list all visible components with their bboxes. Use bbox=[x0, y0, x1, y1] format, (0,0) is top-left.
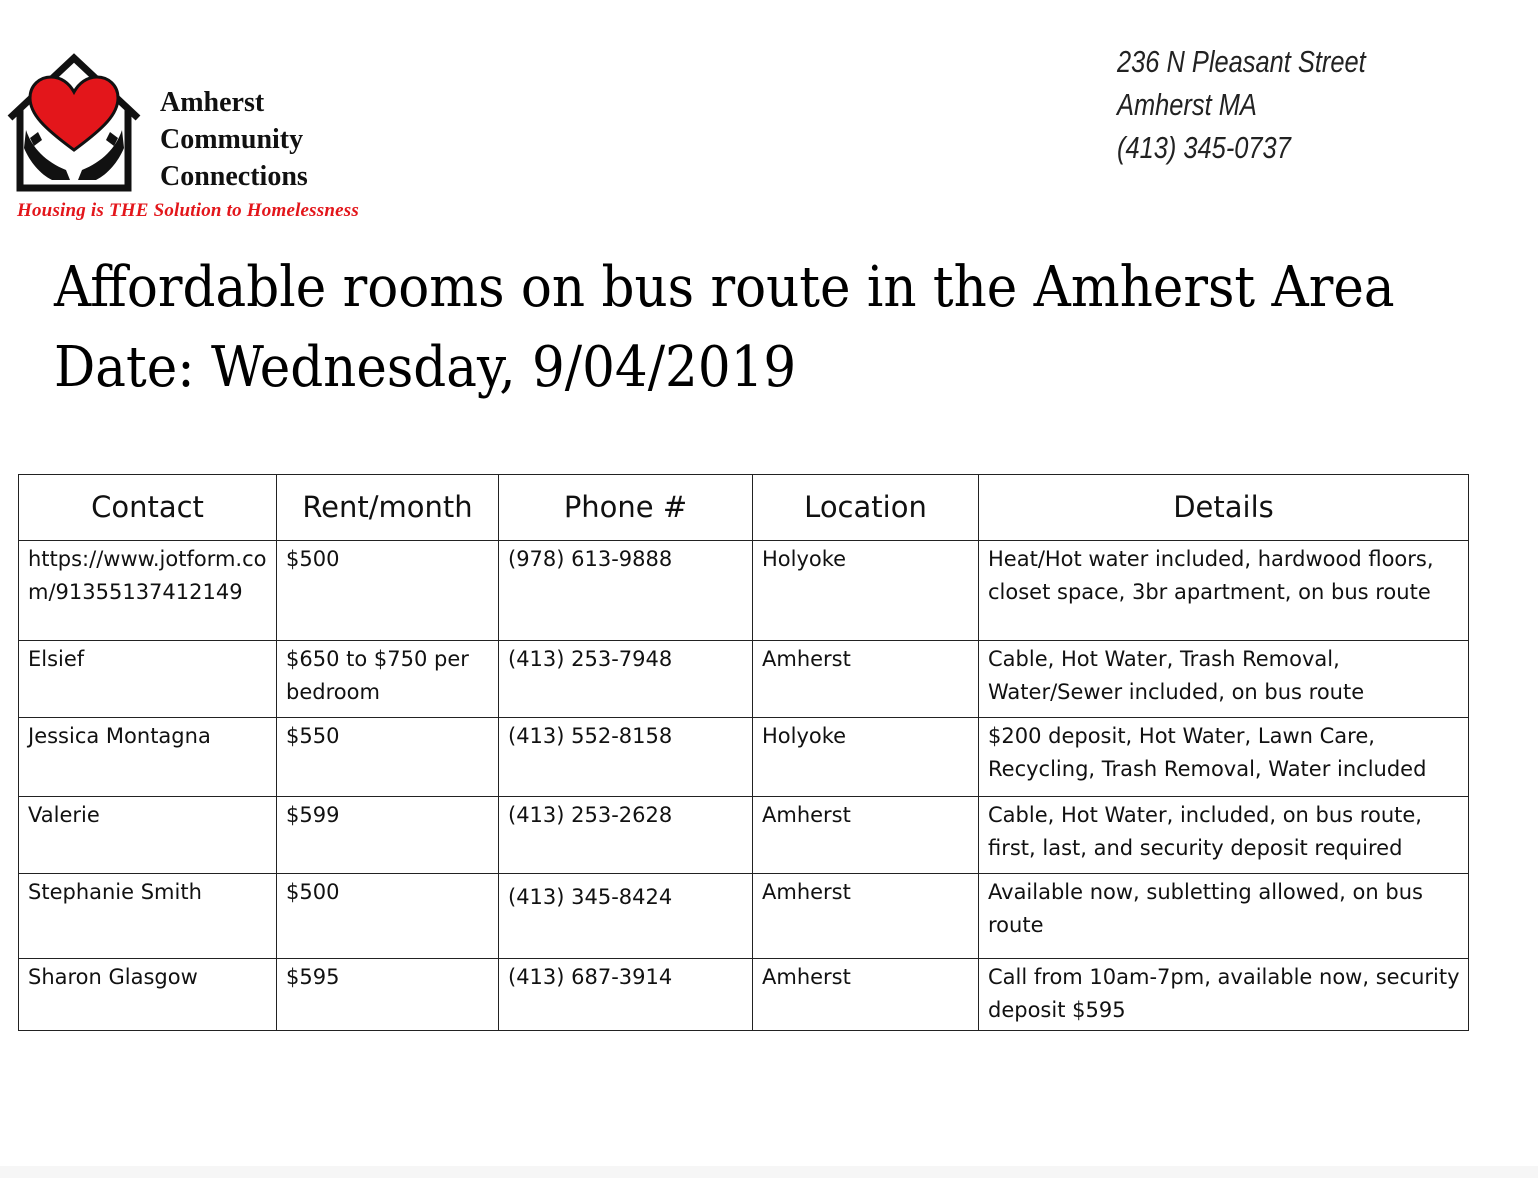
header-location: Location bbox=[753, 475, 979, 541]
location-cell: Amherst bbox=[753, 874, 979, 959]
phone-cell: (413) 552-8158 bbox=[499, 718, 753, 797]
location-cell: Amherst bbox=[753, 797, 979, 874]
phone-cell: (413) 253-7948 bbox=[499, 641, 753, 718]
house-heart-hands-icon bbox=[6, 52, 142, 192]
contact-cell: Sharon Glasgow bbox=[19, 959, 277, 1031]
address-city: Amherst MA bbox=[1117, 87, 1257, 122]
contact-cell[interactable]: https://www.jotform.com/91355137412149 bbox=[19, 541, 277, 641]
phone-cell: (978) 613-9888 bbox=[499, 541, 753, 641]
header-rent: Rent/month bbox=[277, 475, 499, 541]
org-name-line-1: Amherst bbox=[160, 87, 265, 118]
location-cell: Amherst bbox=[753, 959, 979, 1031]
table-row bbox=[19, 959, 1469, 1031]
address-phone: (413) 345-0737 bbox=[1117, 130, 1291, 165]
table-row bbox=[19, 718, 1469, 797]
phone-cell: (413) 253-2628 bbox=[499, 797, 753, 874]
location-cell: Amherst bbox=[753, 641, 979, 718]
org-name-line-2: Community bbox=[160, 124, 304, 155]
location-cell: Holyoke bbox=[753, 718, 979, 797]
rent-cell: $599 bbox=[277, 797, 499, 874]
organization-logo bbox=[0, 48, 416, 230]
header-details: Details bbox=[979, 475, 1469, 541]
rent-cell: $650 to $750 per bedroom bbox=[277, 641, 499, 718]
organization-name bbox=[160, 84, 308, 195]
title-date-line: Date: Wednesday, 9/04/2019 bbox=[54, 335, 797, 400]
header-phone: Phone # bbox=[499, 475, 753, 541]
organization-address bbox=[1117, 40, 1366, 169]
table-row bbox=[19, 874, 1469, 959]
details-cell: Cable, Hot Water, Trash Removal, Water/Sewer included, on bus route bbox=[979, 641, 1469, 718]
location-cell: Holyoke bbox=[753, 541, 979, 641]
details-cell: $200 deposit, Hot Water, Lawn Care, Recycling, Trash Removal, Water included bbox=[979, 718, 1469, 797]
details-cell: Cable, Hot Water, included, on bus route, first, last, and security deposit required bbox=[979, 797, 1469, 874]
contact-cell: Jessica Montagna bbox=[19, 718, 277, 797]
page-title bbox=[54, 248, 1395, 408]
rent-cell: $500 bbox=[277, 541, 499, 641]
organization-tagline: Housing is THE Solution to Homelessness bbox=[17, 200, 359, 221]
table-row bbox=[19, 797, 1469, 874]
title-line-1: Affordable rooms on bus route in the Amherst Area bbox=[54, 255, 1395, 320]
address-street: 236 N Pleasant Street bbox=[1117, 44, 1366, 79]
contact-cell: Stephanie Smith bbox=[19, 874, 277, 959]
rent-cell: $500 bbox=[277, 874, 499, 959]
details-cell: Heat/Hot water included, hardwood floors, closet space, 3br apartment, on bus route bbox=[979, 541, 1469, 641]
contact-cell: Elsief bbox=[19, 641, 277, 718]
phone-cell: (413) 687-3914 bbox=[499, 959, 753, 1031]
details-cell: Call from 10am-7pm, available now, security deposit $595 bbox=[979, 959, 1469, 1031]
table-row bbox=[19, 641, 1469, 718]
table-header-row bbox=[19, 475, 1469, 541]
org-name-line-3: Connections bbox=[160, 161, 308, 192]
table-row bbox=[19, 541, 1469, 641]
contact-cell: Valerie bbox=[19, 797, 277, 874]
rent-cell: $550 bbox=[277, 718, 499, 797]
rent-cell: $595 bbox=[277, 959, 499, 1031]
rooms-table bbox=[18, 474, 1469, 1031]
page-bottom-edge bbox=[0, 1166, 1538, 1178]
details-cell: Available now, subletting allowed, on bus route bbox=[979, 874, 1469, 959]
phone-cell: (413) 345-8424 bbox=[499, 874, 753, 959]
header-contact: Contact bbox=[19, 475, 277, 541]
